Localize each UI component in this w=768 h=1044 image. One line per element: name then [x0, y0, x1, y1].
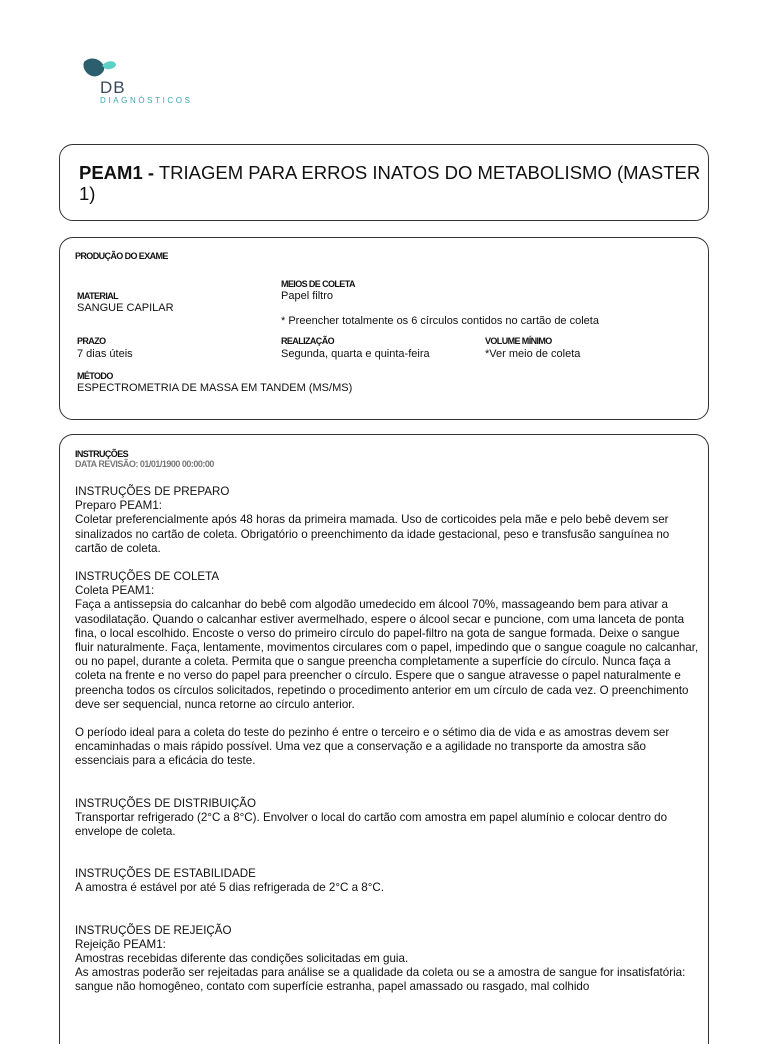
logo-brand: DB [100, 78, 126, 97]
meios-value: Papel filtro [281, 290, 333, 302]
preparo-section [75, 485, 700, 556]
rejeicao-section [75, 924, 700, 995]
meios-label: MEIOS DE COLETA [281, 279, 355, 289]
metodo-label: MÉTODO [77, 371, 113, 381]
realizacao-value: Segunda, quarta e quinta-feira [281, 348, 430, 360]
volume-value: *Ver meio de coleta [485, 348, 581, 360]
metodo-value: ESPECTROMETRIA DE MASSA EM TANDEM (MS/MS) [77, 382, 353, 394]
coleta-title: INSTRUÇÕES DE COLETA [75, 570, 220, 584]
production-heading: PRODUÇÃO DO EXAME [75, 251, 168, 261]
estabilidade-text: A amostra é estável por até 5 dias refrigerada de 2°C a 8°C. [75, 881, 384, 895]
preparo-title: INSTRUÇÕES DE PREPARO [75, 485, 230, 498]
distribuicao-text: Transportar refrigerado (2°C a 8°C). Envolver o local do cartão com amostra em papel alumínio e colocar dentro do envelope de coleta. [75, 810, 668, 839]
meios-note: * Preencher totalmente os 6 círculos contidos no cartão de coleta [281, 315, 599, 327]
material-label: MATERIAL [77, 291, 119, 301]
logo-subtitle: DIAGNÓSTICOS [100, 96, 193, 105]
prazo-label: PRAZO [77, 336, 106, 346]
rejeicao-text: Rejeição PEAM1: Amostras recebidas diferente das condições solicitadas em guia. As amostras poderão ser rejeitadas para análise se a qualidade da coleta ou se a amostra de sangue for insatisfatória: sangue não homogêneo, contato com superfície estranha, papel amassado ou rasgado, mal colhido [75, 937, 686, 994]
title-box [59, 144, 709, 221]
coleta-section [75, 570, 700, 769]
preparo-text: Preparo PEAM1: Coletar preferencialmente após 48 horas da primeira mamada. Uso de corticoides pela mãe e pelo bebê devem ser sinalizados no cartão de coleta. Obrigatório o preenchimento da idade gestacional, peso e transfusão sanguínea no cartão de coleta. [75, 499, 670, 555]
prazo-value: 7 dias úteis [77, 348, 133, 360]
production-box [59, 237, 709, 420]
exam-code: PEAM1 - [79, 162, 155, 183]
company-logo [82, 56, 222, 106]
estabilidade-section [75, 867, 700, 895]
instructions-heading: INSTRUÇÕES [75, 449, 129, 459]
revision-date: DATA REVISÃO: 01/01/1900 00:00:00 [75, 459, 214, 469]
instructions-box [59, 434, 709, 1044]
estabilidade-title: INSTRUÇÕES DE ESTABILIDADE [75, 867, 256, 881]
distribuicao-title: INSTRUÇÕES DE DISTRIBUIÇÃO [75, 796, 257, 810]
rejeicao-title: INSTRUÇÕES DE REJEIÇÃO [75, 923, 232, 937]
coleta-text-2: O período ideal para a coleta do teste do pezinho é entre o terceiro e o sétimo dia de vida e as amostras devem ser encaminhadas o mais rápido possível. Uma vez que a conservação e a agilidade no transporte da amostra são essenciais para a eficácia do teste. [75, 726, 670, 768]
exam-name: TRIAGEM PARA ERROS INATOS DO METABOLISMO (MASTER 1) [79, 162, 701, 204]
page-title [79, 162, 708, 204]
distribuicao-section [75, 797, 700, 840]
volume-label: VOLUME MÍNIMO [485, 336, 552, 346]
realizacao-label: REALIZAÇÃO [281, 336, 334, 346]
coleta-text: Coleta PEAM1: Faça a antissepsia do calcanhar do bebê com algodão umedecido em álcool 70%, massageando bem para ativar a vasodilatação. Quando o calcanhar estiver avermelhado, espere o álcool secar e puncione, com uma lanceta de ponta fina, o local escolhido. Encoste o verso do primeiro círculo do papel-filtro na gota de sangue formada. Deixe o sangue fluir naturalmente. Faça, lentamente, movimentos circulares com o papel, impedindo que o sangue coagule no calcanhar, ou no papel, durante a coleta. Permita que o sangue preencha completamente a superfície do círculo. Nunca faça a coleta na frente e no verso do papel para preencher o círculo. Espere que o sangue atravesse o papel naturalmente e preencha todos os círculos solicitados, repetindo o procedimento anterior em um círculo de cada vez. O preenchimento deve ser sequencial, nunca retorne ao círculo anterior. [75, 584, 699, 711]
instructions-body [75, 485, 700, 995]
material-value: SANGUE CAPILAR [77, 302, 174, 314]
